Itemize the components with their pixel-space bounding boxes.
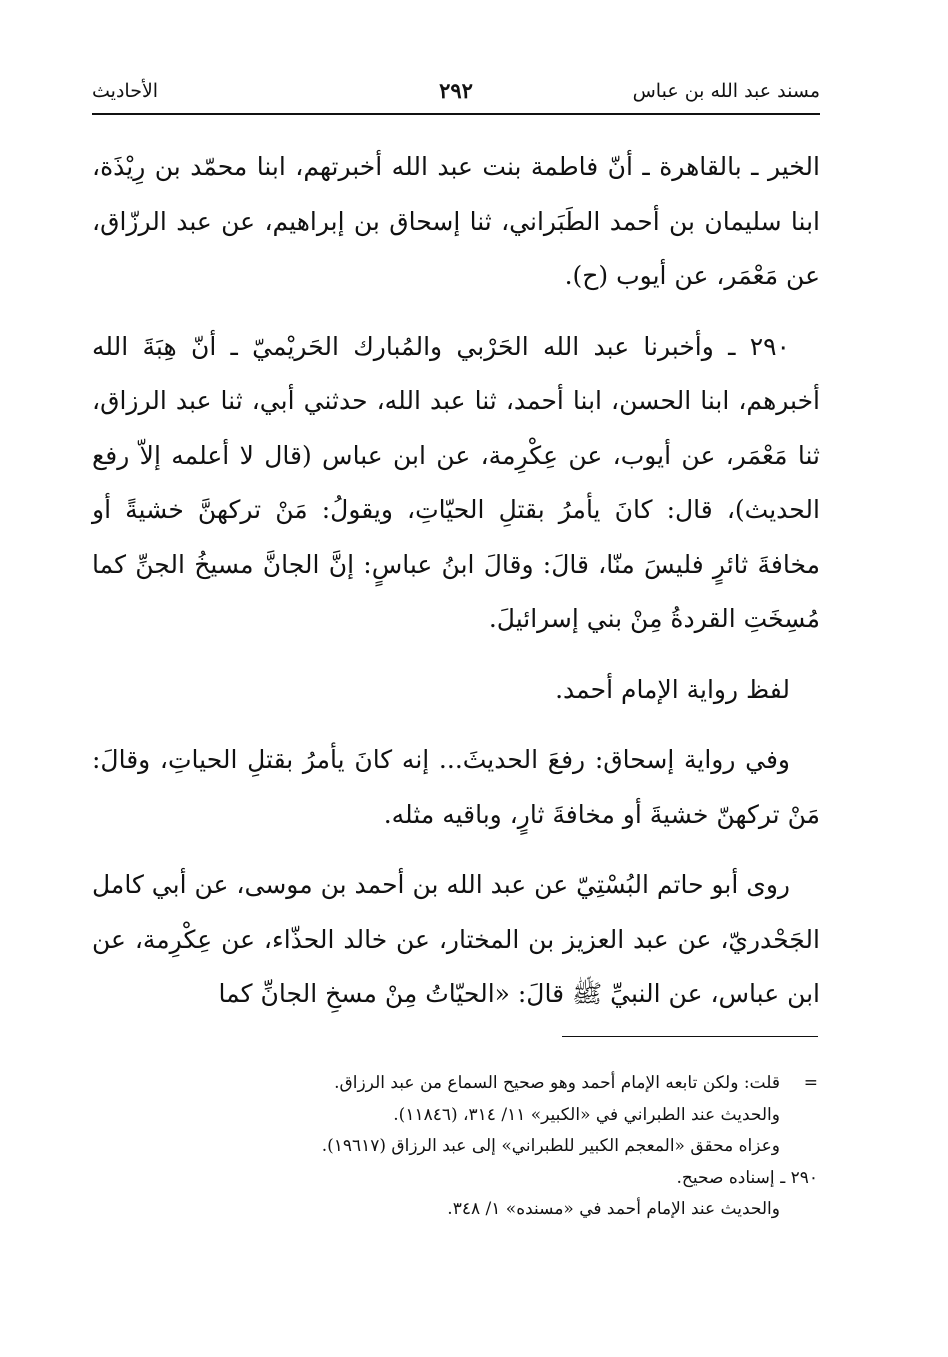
page-number: ٢٩٢ [439, 78, 473, 103]
footnote-text: إسناده صحيح. [676, 1167, 775, 1188]
footnote-line [250, 1131, 818, 1163]
footnote-text: وعزاه محقق «المعجم الكبير للطبراني» إلى عبد الرزاق (١٩٦١٧). [321, 1136, 780, 1156]
running-header [92, 76, 820, 110]
header-divider [92, 113, 820, 115]
footnote-line [250, 1100, 818, 1132]
footnote-line [250, 1163, 818, 1195]
header-book-title: مسند عبد الله بن عباس [632, 80, 820, 102]
footnote-text: والحديث عند الطبراني في «الكبير» ١١/ ٣١٤، (١١٨٤٦). [393, 1104, 780, 1125]
paragraph-lafz: لفظ رواية الإمام أحمد. [555, 674, 790, 704]
footnote-line [250, 1194, 818, 1226]
footnote-continuation-marker: = [803, 1073, 818, 1093]
hadith-290: ٢٩٠ ـ وأخبرنا عبد الله الحَرْبي والمُبارك الحَريْميّ ـ أنّ هِبَةَ الله أخبرهم، ابنا الحسن، ابنا أحمد، ثنا عبد الله، حدثني أبي، ثنا عبد الرزاق، ثنا مَعْمَر، عن أيوب، عن عِكْرِمة، عن ابن عباس (قال لا أعلمه إلاّ رفع الحديث)، قال: كانَ يأمرُ بقتلِ الحيّاتِ، ويقولُ: مَنْ تركهنَّ خشيةً أو مخافةَ ثائرٍ فليسَ منّا، قالَ: وقالَ ابنُ عباسٍ: إنَّ الجانَّ مسيخُ الجنِّ كما مُسِخَتِ القردةُ مِنْ بني إسرائيلَ. [92, 331, 820, 633]
main-text [92, 140, 820, 1038]
paragraph-continued: الخير ـ بالقاهرة ـ أنّ فاطمة بنت عبد الله أخبرتهم، ابنا محمّد بن رِيْذَة، ابنا سليمان بن أحمد الطَبَراني، ثنا إسحاق بن إبراهيم، عن عبد الرزّاق، عن مَعْمَر، عن أيوب (ح). [92, 152, 820, 290]
footnote-text: قلت: ولكن تابعه الإمام أحمد وهو صحيح السماع من عبد الرزاق. [334, 1073, 780, 1093]
paragraph-ishaq-riwaya: وفي رواية إسحاق: رفعَ الحديثَ... إنه كانَ يأمرُ بقتلِ الحياتِ، وقالَ: مَنْ تركهنّ خشيةَ أو مخافةَ ثارٍ، وباقيه مثله. [92, 745, 820, 829]
footnotes [250, 1068, 818, 1226]
footnote-text: والحديث عند الإمام أحمد في «مسنده» ١/ ٣٤٨. [447, 1199, 780, 1219]
header-section-title: الأحاديث [92, 80, 159, 102]
footnote-line [250, 1068, 818, 1100]
footnote-number: ٢٩٠ ـ [780, 1167, 818, 1188]
paragraph-abu-hatim: روى أبو حاتم البُسْتِيّ عن عبد الله بن أحمد بن موسى، عن أبي كامل الجَحْدريّ، عن عبد العزيز بن المختار، عن خالد الحذّاء، عن عِكْرِمة، عن ابن عباس، عن النبيِّ ﷺ قالَ: «الحيّاتُ مِنْ مسخِ الجانِّ كما [92, 870, 820, 1008]
footnote-divider [562, 1036, 818, 1037]
